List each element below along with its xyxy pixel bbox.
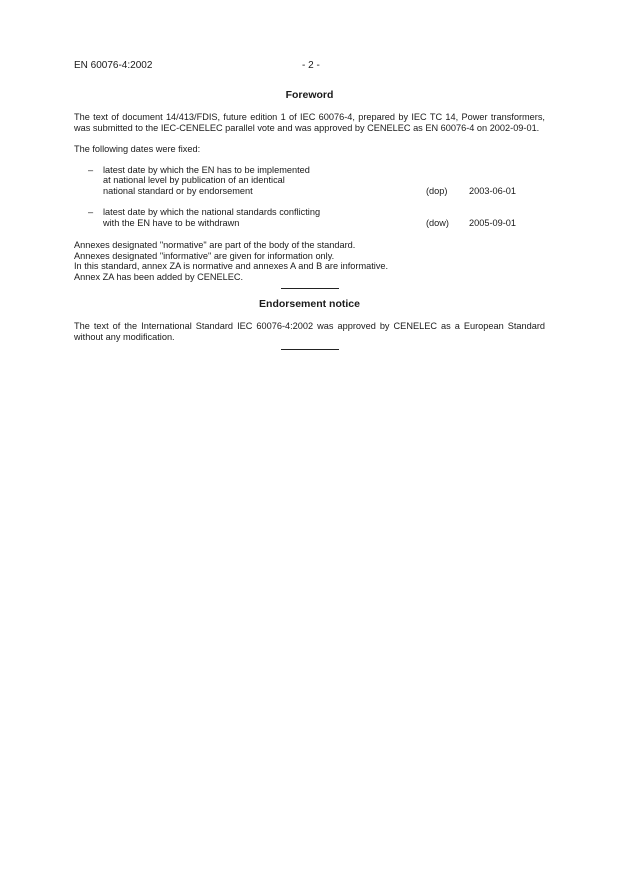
annex-note: In this standard, annex ZA is normative and annexes A and B are informative. [74, 261, 389, 271]
list-item [74, 207, 545, 228]
date-description [103, 207, 403, 228]
section-divider [281, 288, 339, 289]
foreword-intro: The text of document 14/413/FDIS, future edition 1 of IEC 60076-4, prepared by IEC TC 14, Power transformers, was submitted to the IEC-CENELEC parallel vote and was approved by CENELEC as EN 60076-4 on 2002-09-01. [74, 112, 545, 133]
date-value: 2003-06-01 [469, 185, 516, 196]
dates-list [74, 165, 545, 229]
list-dash: – [88, 164, 94, 175]
dates-intro: The following dates were fixed: [74, 144, 201, 154]
date-abbreviation: (dow) [426, 217, 449, 228]
endorsement-text: The text of the International Standard IEC 60076-4:2002 was approved by CENELEC as a European Standard without any modification. [74, 321, 545, 342]
endorsement-title: Endorsement notice [259, 298, 360, 310]
annex-note: Annex ZA has been added by CENELEC. [74, 271, 244, 282]
document-body [74, 89, 545, 359]
date-value: 2005-09-01 [469, 217, 516, 228]
date-description-line: latest date by which the EN has to be implemented [103, 164, 310, 175]
annex-note: Annexes designated "informative" are given for information only. [74, 250, 335, 261]
date-description-line: latest date by which the national standards conflicting [103, 207, 321, 217]
date-description [103, 165, 403, 197]
annex-note: Annexes designated "normative" are part of the body of the standard. [74, 240, 356, 250]
date-description-line: national standard or by endorsement [103, 185, 253, 196]
list-item [74, 165, 545, 197]
date-abbreviation: (dop) [426, 185, 448, 196]
date-description-line: at national level by publication of an identical [103, 175, 285, 185]
page-number: - 2 - [302, 60, 320, 71]
foreword-title: Foreword [285, 89, 334, 101]
date-description-line: with the EN have to be withdrawn [103, 217, 240, 228]
section-divider [281, 349, 339, 350]
annex-notes [74, 240, 545, 282]
page-header [74, 60, 545, 74]
document-id: EN 60076-4:2002 [74, 60, 153, 71]
list-dash: – [88, 207, 94, 217]
